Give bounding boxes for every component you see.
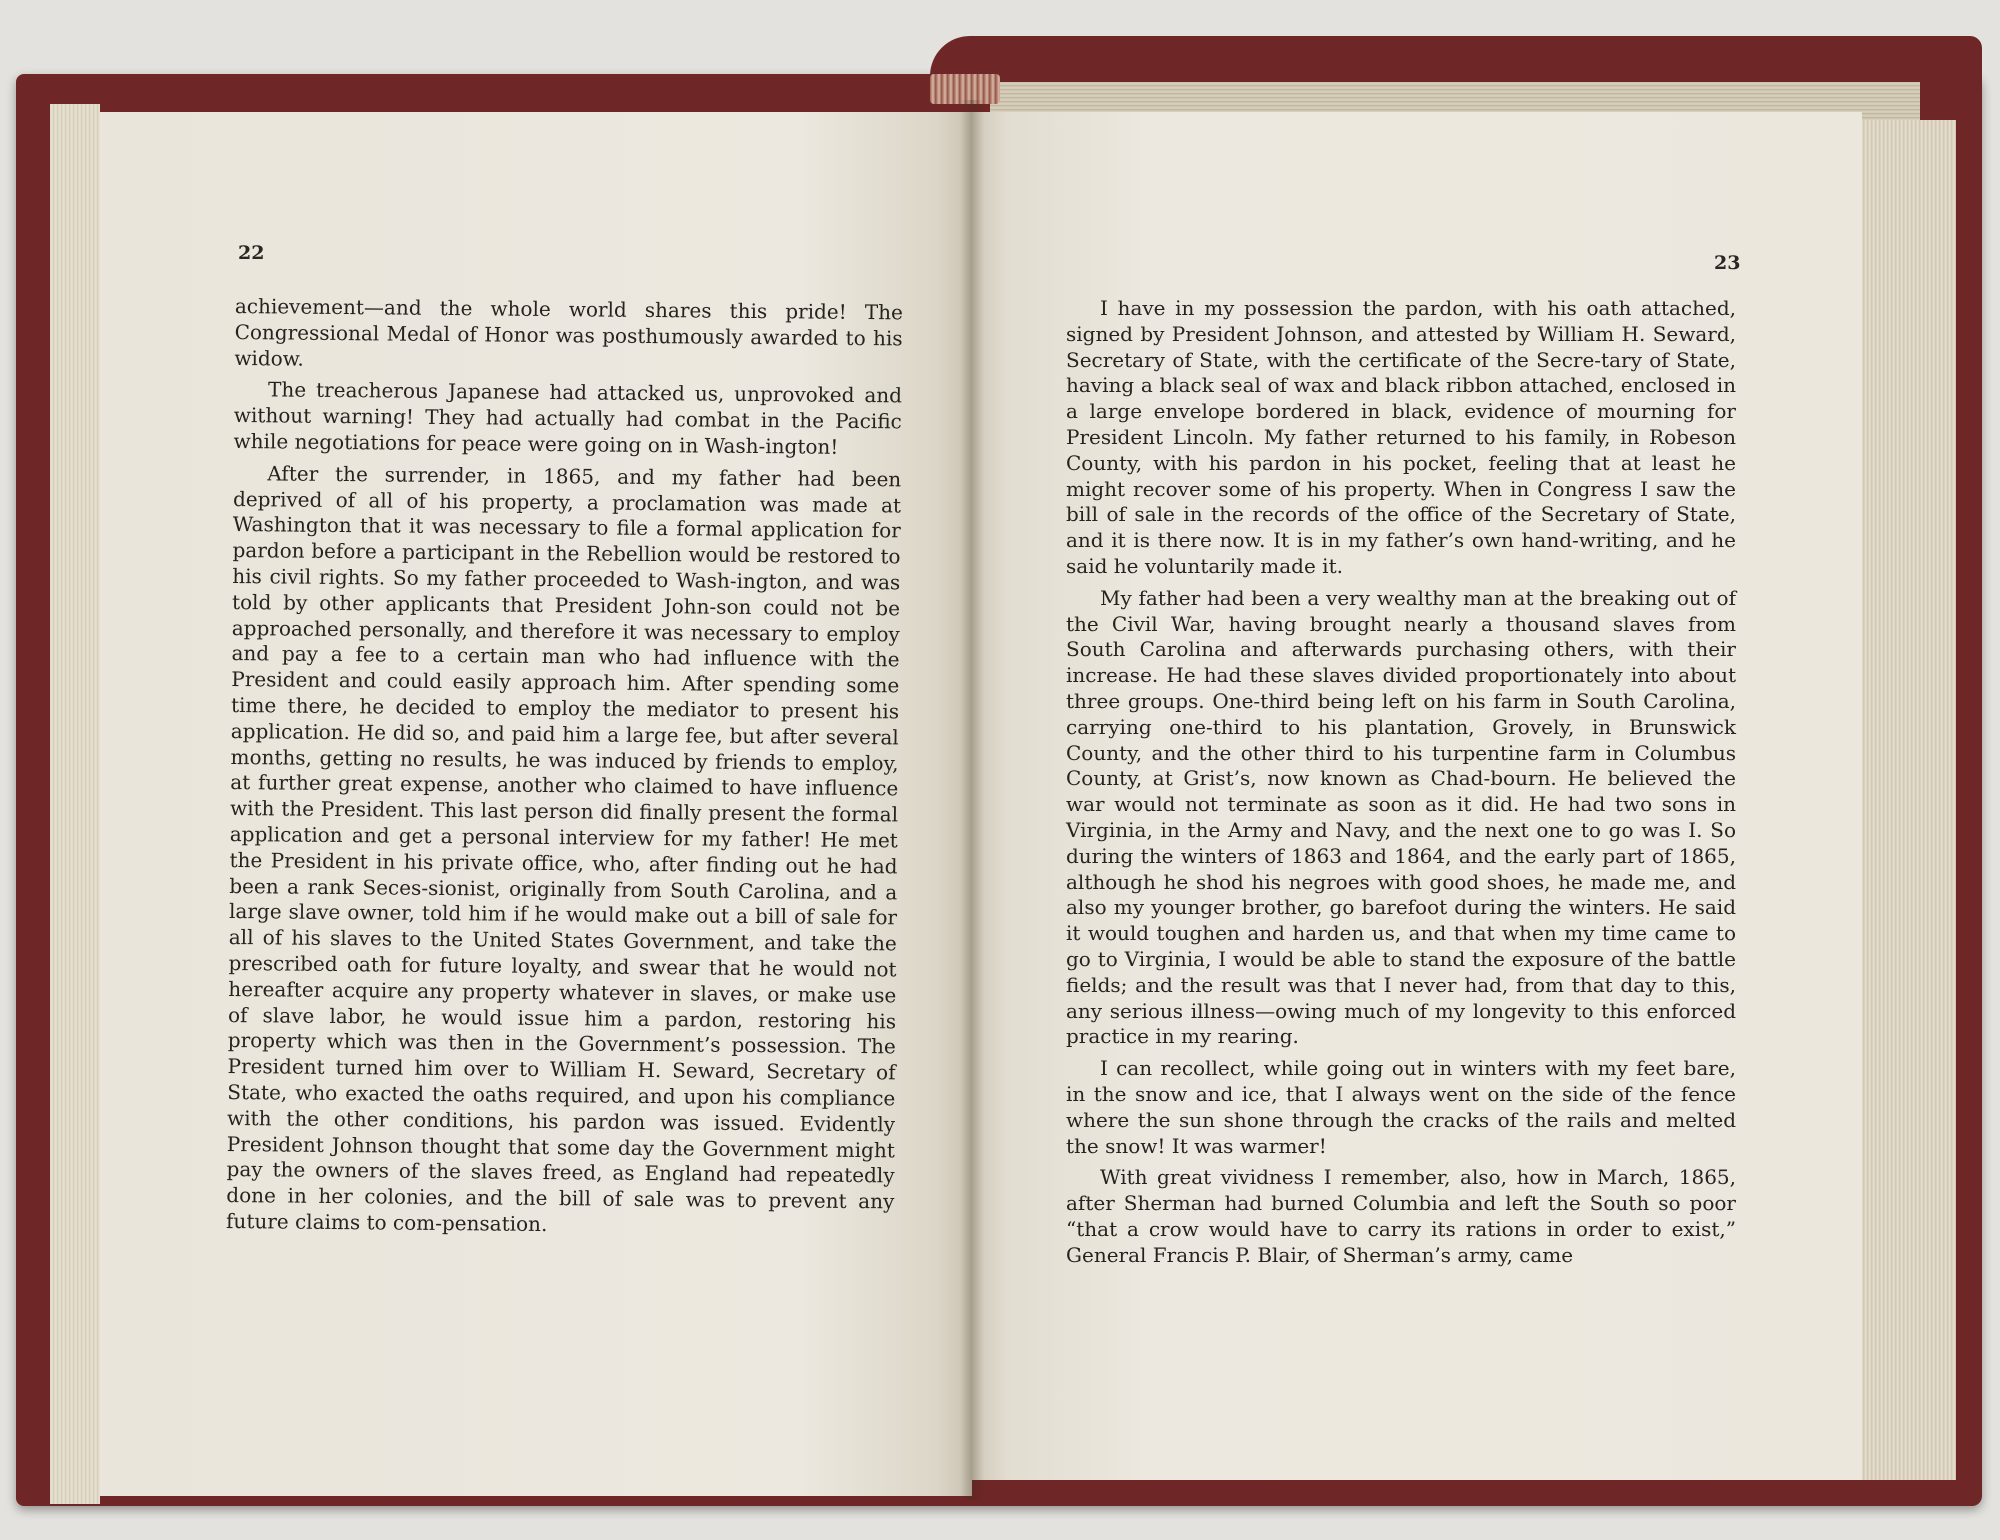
left-page-text xyxy=(226,294,903,1247)
right-page-text xyxy=(1066,296,1736,1274)
page-number-right: 23 xyxy=(1714,252,1741,274)
paragraph: After the surrender, in 1865, and my father had been deprived of all of his property, a proclamation was made at Washington that it was necessary to file a formal application for pardon before a participant in the Rebellion would be restored to his civil rights. So my father proceeded to Wash-ington, and was told by other applicants that President John-son could not be approached personally, and therefore it was necessary to employ and pay a fee to a certain man who had influence with the President and could easily approach him. After spending some time there, he decided to employ the mediator to present his application. He did so, and paid him a large fee, but after several months, getting no results, he was induced by friends to employ, at further great expense, another who claimed to have influence with the President. This last person did finally present the formal application and get a personal interview for my father! He met the President in his private office, who, after finding out he had been a rank Seces-sionist, originally from South Carolina, and a large slave owner, told him if he would make out a bill of sale for all of his slaves to the United States Government, and take the prescribed oath for future loyalty, and swear that he would not hereafter acquire any property whatever in slaves, or make use of slave labor, he would issue him a pardon, restoring his property which was then in the Government’s possession. The President turned him over to William H. Seward, Secretary of State, who exacted the oaths required, and upon his compliance with the other conditions, his pardon was issued. Evidently President Johnson thought that some day the Government might pay the owners of the slaves freed, as England had repeatedly done in her colonies, and the bill of sale was to prevent any future claims to com-pensation. xyxy=(225,461,902,1236)
paragraph: My father had been a very wealthy man at the breaking out of the Civil War, having brought nearly a thousand slaves from South Carolina and afterwards purchasing others, with their increase. He had these slaves divided proportionately into about three groups. One-third being left on his farm in South Carolina, carrying one-third to his plantation, Grovely, in Brunswick County, and the other third to his turpentine farm in Columbus County, at Grist’s, now known as Chad-bourn. He believed the war would not terminate as soon as it did. He had two sons in Virginia, in the Army and Navy, and the next one to go was I. So during the winters of 1863 and 1864, and the early part of 1865, although he shod his negroes with good shoes, he made me, and also my younger brother, go barefoot during the winters. He said it would toughen and harden us, and that when my time came to go to Virginia, I would be able to stand the exposure of the battle fields; and the result was that I never had, from that day to this, any serious illness—owing much of my longevity to this enforced practice in my rearing. xyxy=(1066,585,1736,1049)
book-gutter xyxy=(960,100,984,1500)
right-page-edges xyxy=(1860,120,1956,1480)
left-page-edges xyxy=(50,104,100,1504)
paragraph: I have in my possession the pardon, with his oath attached, signed by President Johnson, and attested by William H. Seward, Secretary of State, with the certificate of the Secre-tary of State, having a black seal of wax and black ribbon attached, enclosed in a large envelope bordered in black, evidence of mourning for President Lincoln. My father returned to his family, in Robeson County, with his pardon in his pocket, feeling that at least he might recover some of his property. When in Congress I saw the bill of sale in the records of the office of the Secretary of State, and it is there now. It is in my father’s own hand-writing, and he said he voluntarily made it. xyxy=(1066,296,1736,578)
page-number-left: 22 xyxy=(238,242,265,264)
paragraph: I can recollect, while going out in winters with my feet bare, in the snow and ice, that I always went on the side of the fence where the sun shone through the cracks of the rails and melted the snow! It was warmer! xyxy=(1066,1056,1736,1158)
paragraph: With great vividness I remember, also, how in March, 1865, after Sherman had burned Columbia and left the South so poor “that a crow would have to carry its rations in order to exist,” General Francis P. Blair, of Sherman’s army, came xyxy=(1066,1165,1736,1267)
paragraph: achievement—and the whole world shares this pride! The Congressional Medal of Honor was posthumously awarded to his widow. xyxy=(234,294,903,371)
paragraph: The treacherous Japanese had attacked us, unprovoked and without warning! They had actually had combat in the Pacific while negotiations for peace were going on in Wash-ington! xyxy=(233,377,903,459)
